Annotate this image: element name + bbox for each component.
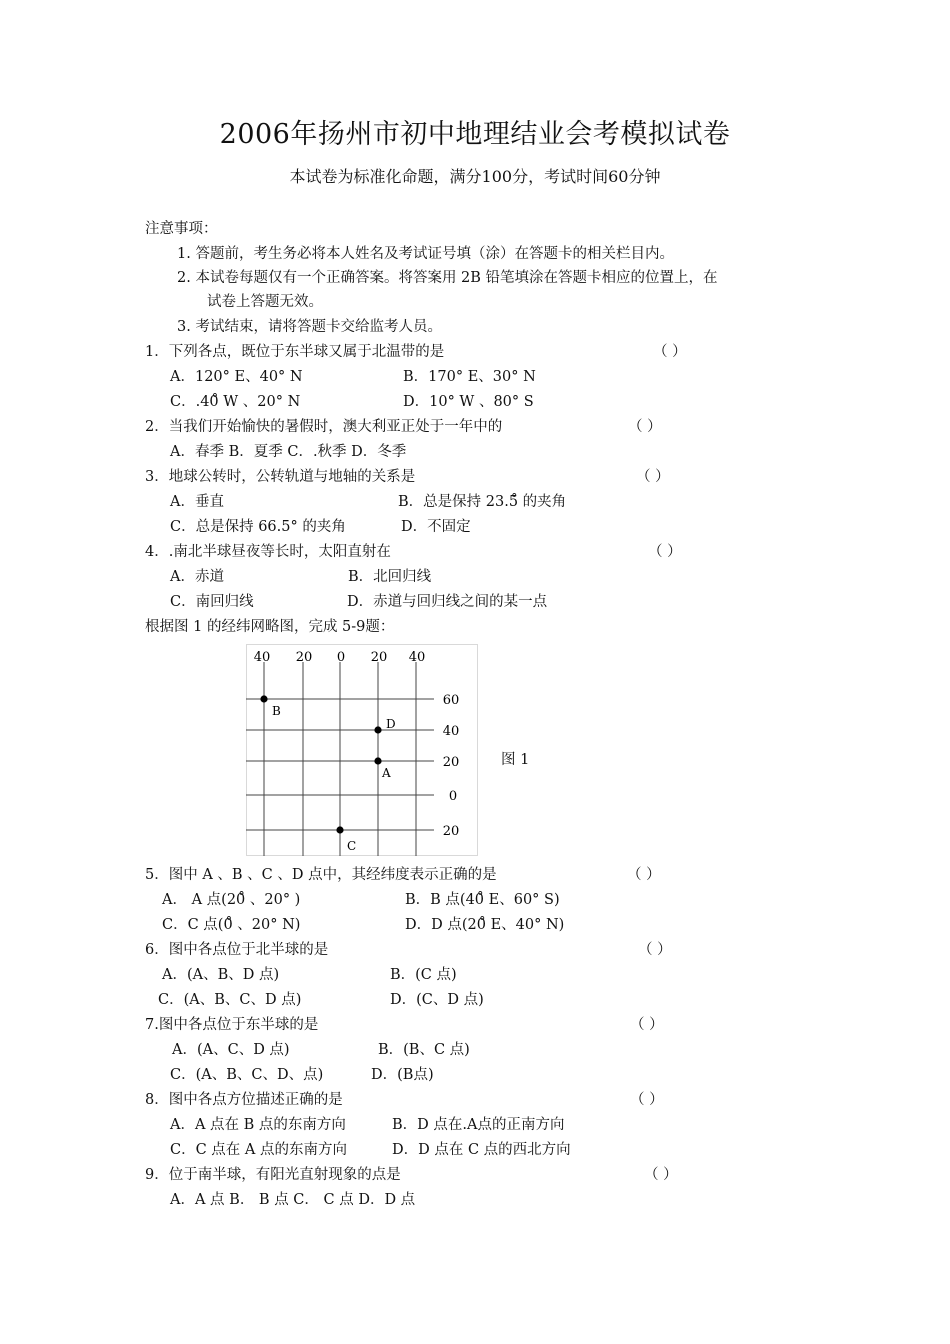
q4-answer-blank: （ ） [648, 544, 682, 560]
point-a-label: A [382, 766, 391, 780]
q6-option-a: A．(A、B、D 点) [162, 967, 280, 983]
q6-option-c: C．(A、B、C、D 点) [158, 992, 302, 1008]
top-label: 20 [295, 650, 313, 665]
q2-options: A．春季 B．夏季 C．.秋季 D．冬季 [170, 444, 407, 460]
q7-answer-blank: （ ） [630, 1017, 664, 1033]
q7-option-b: B．(B、C 点) [378, 1042, 470, 1058]
point-c-label: C [347, 839, 357, 853]
q7-stem: 7.图中各点位于东半球的是 [145, 1017, 319, 1033]
q1-stem: 1．下列各点，既位于东半球又属于北温带的是 [145, 344, 445, 360]
q9-stem: 9．位于南半球，有阳光直射现象的点是 [145, 1167, 401, 1183]
q1-option-c: C．.40̊ W 、20° N [170, 394, 301, 410]
right-label: 20 [442, 755, 460, 770]
top-label: 40 [408, 650, 426, 665]
q1-option-a: A．120° E、40° N [170, 369, 303, 385]
q5-answer-blank: （ ） [627, 867, 661, 883]
q8-option-c: C．C 点在 A 点的东南方向 [170, 1142, 347, 1158]
q8-answer-blank: （ ） [630, 1092, 664, 1108]
notice-item-2-cont: 试卷上答题无效。 [207, 294, 323, 310]
q3-option-b: B．总是保持 23.5̊ 的夹角 [398, 494, 567, 510]
q5-option-b: B．B 点(40̊ E、60° S) [405, 892, 560, 908]
notice-item-2: 2. 本试卷每题仅有一个正确答案。将答案用 2B 铅笔填涂在答题卡相应的位置上，在 [177, 270, 718, 286]
q3-option-c: C．总是保持 66.5° 的夹角 [170, 519, 346, 535]
q6-option-d: D．(C、D 点) [390, 992, 484, 1008]
q8-stem: 8．图中各点方位描述正确的是 [145, 1092, 343, 1108]
point-b-label: B [272, 704, 281, 718]
lat-long-grid-figure [246, 644, 478, 856]
point-a-marker [374, 757, 381, 764]
q3-option-d: D．不固定 [401, 519, 471, 535]
notice-item-3: 3. 考试结束，请将答题卡交给监考人员。 [177, 319, 442, 335]
right-label: 20 [442, 824, 460, 839]
top-label: 20 [370, 650, 388, 665]
right-label: 60 [442, 693, 460, 708]
q3-stem: 3．地球公转时，公转轨道与地轴的关系是 [145, 469, 416, 485]
q4-option-d: D．赤道与回归线之间的某一点 [347, 594, 548, 610]
q4-option-a: A．赤道 [170, 569, 224, 585]
q7-option-d: D．(B点) [371, 1067, 434, 1083]
q5-stem: 5．图中 A 、B 、C 、D 点中，其经纬度表示正确的是 [145, 867, 497, 883]
q1-answer-blank: （ ） [653, 344, 687, 360]
figure-caption: 图 1 [501, 752, 530, 768]
q1-option-d: D．10° W 、80° S [403, 394, 534, 410]
q6-answer-blank: （ ） [638, 942, 672, 958]
q2-answer-blank: （ ） [628, 419, 662, 435]
point-d-label: D [386, 717, 396, 731]
right-label: 40 [442, 724, 460, 739]
figure-intro: 根据图 1 的经纬网略图，完成 5-9题： [145, 619, 395, 635]
q8-option-d: D．D 点在 C 点的西北方向 [392, 1142, 571, 1158]
notice-item-1: 1. 答题前，考生务必将本人姓名及考试证号填（涂）在答题卡的相关栏目内。 [177, 246, 674, 262]
top-label: 0 [336, 650, 346, 665]
notice-heading: 注意事项： [145, 221, 218, 237]
q5-option-c: C．C 点(0̊ 、20° N) [162, 917, 301, 933]
point-d-marker [374, 726, 381, 733]
point-b-marker [260, 695, 267, 702]
right-label: 0 [448, 789, 458, 804]
q1-option-b: B．170° E、30° N [403, 369, 536, 385]
q9-answer-blank: （ ） [644, 1167, 678, 1183]
q9-options: A．A 点 B． B 点 C． C 点 D．D 点 [170, 1192, 416, 1208]
q5-option-a: A． A 点(20̊ 、20° ) [162, 892, 301, 908]
q3-option-a: A．垂直 [170, 494, 224, 510]
q3-answer-blank: （ ） [636, 469, 670, 485]
q4-option-c: C．南回归线 [170, 594, 254, 610]
q2-stem: 2．当我们开始愉快的暑假时，澳大利亚正处于一年中的 [145, 419, 503, 435]
q8-option-b: B．D 点在.A点的正南方向 [392, 1117, 565, 1133]
q6-stem: 6．图中各点位于北半球的是 [145, 942, 329, 958]
q4-stem: 4．.南北半球昼夜等长时，太阳直射在 [145, 544, 391, 560]
q7-option-a: A．(A、C、D 点) [172, 1042, 290, 1058]
page-subtitle: 本试卷为标准化命题，满分100分，考试时间60分钟 [289, 167, 661, 186]
q4-option-b: B．北回归线 [348, 569, 432, 585]
page-title: 2006年扬州市初中地理结业会考模拟试卷 [219, 119, 731, 150]
q6-option-b: B．(C 点) [390, 967, 457, 983]
q8-option-a: A．A 点在 B 点的东南方向 [170, 1117, 346, 1133]
q7-option-c: C．(A、B、C、D、点) [170, 1067, 324, 1083]
q5-option-d: D．D 点(20̊ E、40° N) [405, 917, 565, 933]
point-c-marker [336, 826, 343, 833]
top-label: 40 [253, 650, 271, 665]
